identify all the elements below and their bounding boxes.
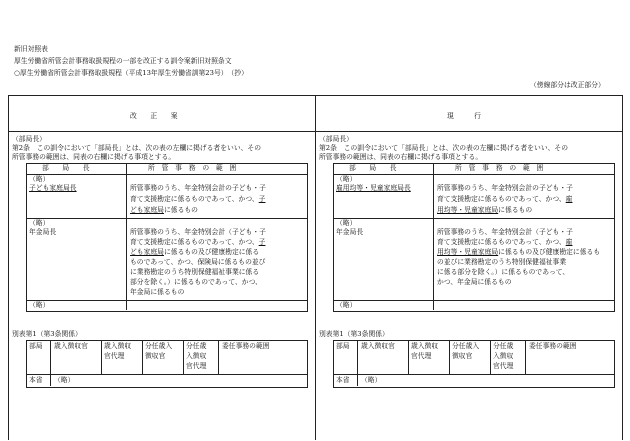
bureau-name: 年金局長 [29,228,57,236]
article-line-2: 所管事務の範囲は、同表の右欄に掲げる事項とする。 [319,153,483,161]
scope-line: 用均等・児童家庭局に係るもの [437,206,533,214]
scope-line: 所管事務のうち、年金特別会計の子ども・子 [130,184,266,192]
appendix-header: 委任事務の範囲 [529,342,577,350]
scope-line: かつ、年金局に係るもの [437,278,512,286]
omitted-mark: （略） [29,175,50,183]
appendix-title: 別表第1（第3条関係） [12,330,82,338]
doc-title: 厚生労働省所管会計事務取扱規程の一部を改正する訓令案新旧対照条文 [14,57,232,65]
omitted-mark: （略） [336,175,357,183]
scope-line: 育て支援勘定に係るものであって、かつ、子 [130,195,266,203]
appendix-header: 部局 [29,342,43,350]
appendix-header: 入徴収 [186,352,207,360]
article-line-1: 第2条 この訓令において「部局長」とは、次の表の左欄に掲げる者をいい、その [319,144,569,152]
column-header-old: 現 行 [447,112,481,120]
appendix-header: 分任歳入 [145,342,173,350]
appendix-header: 官代理 [186,362,207,370]
scope-line: ものであって、かつ、保険局に係るもの並び [130,258,266,266]
appendix-header: 官代理 [411,352,432,360]
doc-kicker: 新旧対照表 [14,45,48,53]
article-line-1: 第2条 この訓令において「部局長」とは、次の表の左欄に掲げる者をいい、その [12,144,262,152]
appendix-header: 歳入徴収官 [361,342,395,350]
section-heading: （部局長） [12,135,46,143]
scope-line: 育て支援勘定に係るものであって、かつ、子 [130,238,266,246]
scope-line: の並びに業務勘定のうち特別保健福祉事業 [437,258,567,266]
section-heading: （部局長） [319,135,353,143]
omitted-mark: （略） [29,301,50,309]
appendix-title: 別表第1（第3条関係） [319,330,389,338]
appendix-header: 歳入徴収官 [54,342,88,350]
appendix-header: 歳入徴収 [104,342,132,350]
appendix-header: 歳入徴収 [411,342,439,350]
bureau-name: 子ども家庭局長 [29,184,77,192]
table-header-bureau: 部 局 長 [42,164,90,172]
appendix-header: 官代理 [104,352,125,360]
doc-subtitle: ○厚生労働省所管会計事務取扱規程（平成13年厚生労働省訓第23号） （抄） [14,69,248,77]
scope-line: 所管事務のうち、年金特別会計（子ども・子 [130,228,266,236]
appendix-header: 部局 [336,342,350,350]
appendix-header: 分任歳 [186,342,207,350]
appendix-header: 委任事務の範囲 [222,342,270,350]
scope-line: 所管事務のうち、年金特別会計（子ども・子 [437,228,573,236]
omitted-mark: （略） [29,219,50,227]
omitted-mark: （略） [336,301,357,309]
scope-line: 育て支援勘定に係るものであって、かつ、雇 [437,238,573,246]
scope-line: に係る部分を除く。）に係るものであって、 [437,268,570,276]
bureau-name: 雇用均等・児童家庭局長 [336,184,411,192]
appendix-header: 分任歳 [493,342,514,350]
scope-line: ども家庭局に係るもの [130,206,198,214]
appendix-cell: 本省 [336,376,350,384]
scope-line: 育て支援勘定に係るものであって、かつ、雇 [437,195,573,203]
appendix-header: 入徴収 [493,352,514,360]
table-header-scope: 所 管 事 務 の 範 囲 [148,164,237,172]
appendix-cell: 本省 [29,376,43,384]
column-header-new: 改 正 案 [130,112,178,120]
scope-line: 年金局に係るもの [130,288,185,296]
appendix-header: 分任歳入 [452,342,480,350]
appendix-header: 官代理 [493,362,514,370]
scope-line: 所管事務のうち、年金特別会計の子ども・子 [437,184,573,192]
amendment-note: （傍線部分は改正部分） [530,81,605,89]
scope-line: ども家庭局に係るもの及び健康勘定に係る [130,248,260,256]
appendix-cell: （略） [361,376,382,384]
appendix-header: 徴収官 [145,352,166,360]
scope-line: 部分を除く。）に係るものであって、かつ、 [130,278,262,286]
scope-line: 用均等・児童家庭局に係るもの及び健康勘定に係るも [437,248,601,256]
scope-line: に業務勘定のうち特別保健福祉事業に係る [130,268,260,276]
article-line-2: 所管事務の範囲は、同表の右欄に掲げる事項とする。 [12,153,176,161]
omitted-mark: （略） [336,219,357,227]
appendix-header: 徴収官 [452,352,473,360]
table-header-scope: 所 管 事 務 の 範 囲 [455,164,544,172]
bureau-name: 年金局長 [336,228,364,236]
appendix-cell: （略） [54,376,75,384]
table-header-bureau: 部 局 長 [349,164,397,172]
